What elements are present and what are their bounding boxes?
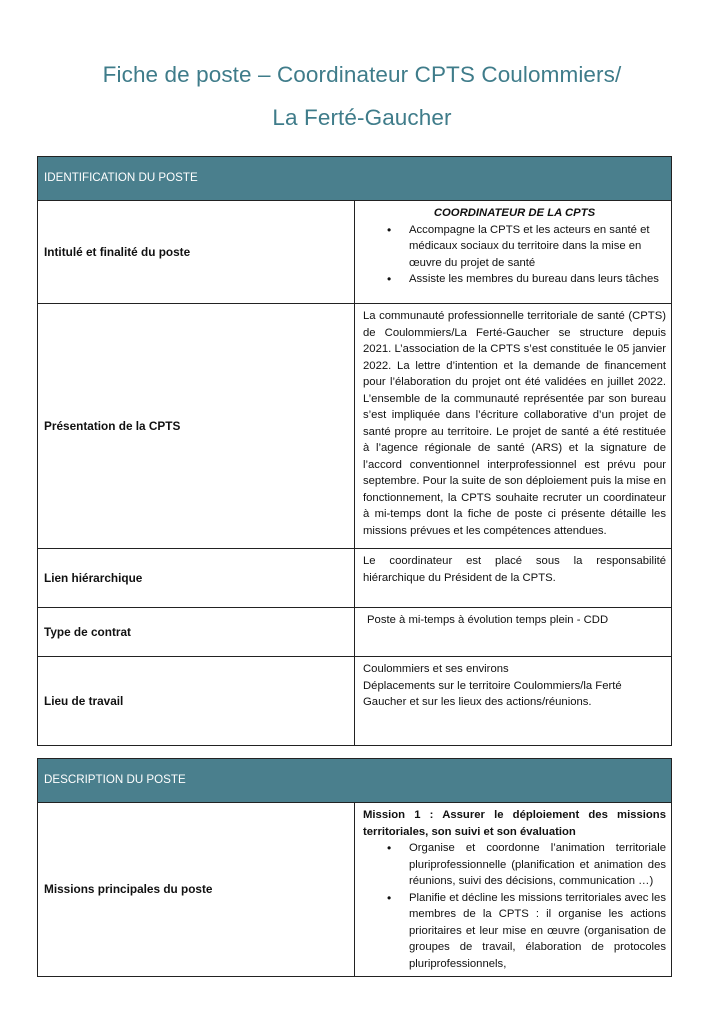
row-label-missions: Missions principales du poste xyxy=(38,803,355,977)
row-label-presentation: Présentation de la CPTS xyxy=(38,304,355,549)
section-header-identification: IDENTIFICATION DU POSTE xyxy=(38,157,672,201)
row-value-lien xyxy=(355,549,672,608)
identification-table xyxy=(37,156,672,746)
row-value-missions xyxy=(355,803,672,977)
table-row xyxy=(38,608,672,657)
page-title-line-1: Fiche de poste – Coordinateur CPTS Coulommiers/ xyxy=(102,62,622,87)
table-row xyxy=(38,657,672,746)
row-value-intitule xyxy=(355,201,672,304)
description-table xyxy=(37,758,672,977)
list-item: • Accompagne la CPTS et les acteurs en santé et médicaux sociaux du territoire dans la mise en œuvre du projet de santé xyxy=(409,222,666,272)
finalite-list xyxy=(363,222,666,288)
row-value-contrat xyxy=(355,608,672,657)
mission-1-title: Mission 1 : Assurer le déploiement des missions territoriales, son suivi et son évaluation xyxy=(363,809,666,838)
mission-1-list xyxy=(363,840,666,972)
contrat-text: Poste à mi-temps à évolution temps plein - CDD xyxy=(367,614,609,626)
table-row xyxy=(38,803,672,977)
table-row xyxy=(38,549,672,608)
row-label-lieu: Lieu de travail xyxy=(38,657,355,746)
list-item: • Planifie et décline les missions territoriales avec les membres de la CPTS : il organise les actions prioritaires et leur mise en œuvre (organisation de groupes de travail, élaboration de protocoles pluriprofessionnels, xyxy=(409,890,666,973)
table-row xyxy=(38,201,672,304)
row-value-presentation xyxy=(355,304,672,549)
table-row xyxy=(38,304,672,549)
presentation-text: La communauté professionnelle territoriale de santé (CPTS) de Coulommiers/La Ferté-Gaucher se structure depuis 2021. L’association de la CPTS s’est constituée le 05 janvier 2022. La lettre d’intention et la demande de financement pour l’élaboration du projet ont été validées en juillet 2022. L’ensemble de la communauté représentée par son bureau s’est impliquée dans l’écriture collaborative d’un projet de santé propre au territoire. Le projet de santé a été restituée à l’agence régionale de santé (ARS) et la signature de l’accord conventionnel interprofessionnel est prévu pour septembre. Pour la suite de son déploiement puis la mise en fonctionnement, la CPTS souhaite recruter un coordinateur à mi-temps dont la fiche de poste ci présente détaille les missions prévues et les compétences attendues. xyxy=(363,310,666,537)
row-label-contrat: Type de contrat xyxy=(38,608,355,657)
list-item: • Organise et coordonne l’animation territoriale pluriprofessionnelle (planification et animation des réunions, suivi des décisions, communication …) xyxy=(409,840,666,890)
row-label-intitule: Intitulé et finalité du poste xyxy=(38,201,355,304)
row-label-lien: Lien hiérarchique xyxy=(38,549,355,608)
lieu-line-1: Coulommiers et ses environs xyxy=(363,663,509,675)
section-header-description: DESCRIPTION DU POSTE xyxy=(38,759,672,803)
lieu-line-2: Déplacements sur le territoire Coulommiers/la Ferté Gaucher et sur les lieux des actions/réunions. xyxy=(363,679,622,708)
lien-text: Le coordinateur est placé sous la responsabilité hiérarchique du Président de la CPTS. xyxy=(363,555,666,584)
row-value-lieu xyxy=(355,657,672,746)
job-title-heading: COORDINATEUR DE LA CPTS xyxy=(433,207,596,219)
list-item: • Assiste les membres du bureau dans leurs tâches xyxy=(409,271,666,288)
page-title-line-2: La Ferté-Gaucher xyxy=(272,105,452,130)
